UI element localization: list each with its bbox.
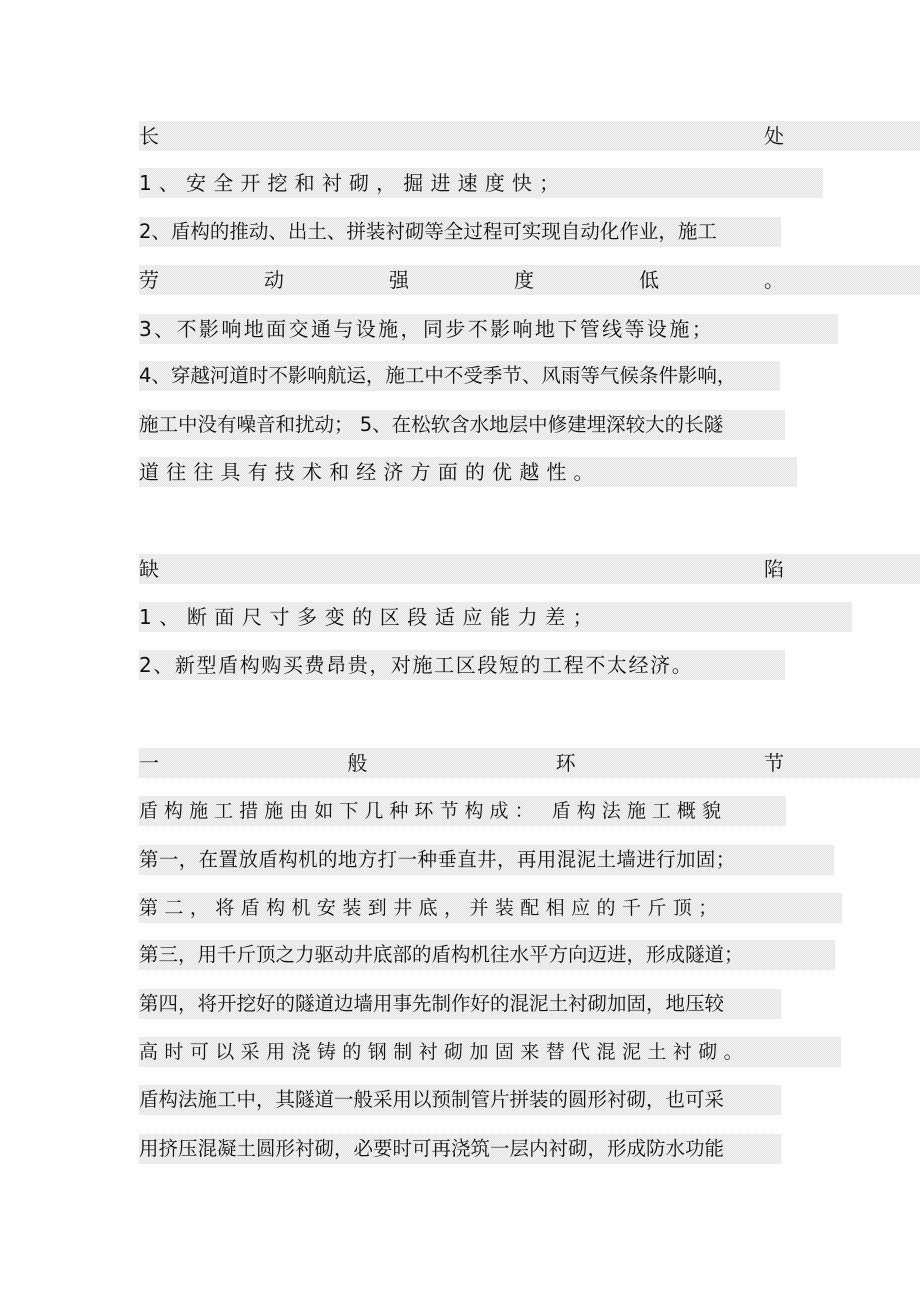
general-steps-heading bbox=[139, 748, 920, 778]
defect-item-2 bbox=[139, 650, 785, 680]
heading-char: 处 bbox=[764, 124, 784, 148]
advantage-item-3 bbox=[139, 314, 838, 344]
text-char: 低 bbox=[639, 268, 659, 292]
step-3 bbox=[139, 940, 835, 970]
paragraph-text: 高 时 可 以 采 用 浇 铸 的 钢 制 衬 砌 加 固 来 替 代 混 泥 土 衬 砌 。 bbox=[139, 1041, 743, 1063]
paragraph-text: 3、不影响地面交通与设施，同步不影响地下管线等设施； bbox=[139, 317, 715, 341]
heading-char: 陷 bbox=[764, 557, 784, 581]
paragraph-text: 施工中没有噪音和扰动； 5、在松软含水地层中修建埋深较大的长隧 bbox=[139, 413, 724, 436]
heading-text bbox=[139, 554, 784, 584]
paragraph-text: 第三，用千斤顶之力驱动井底部的盾构机往水平方向迈进，形成隧道； bbox=[139, 943, 744, 966]
paragraph-text: 道 往 往 具 有 技 术 和 经 济 方 面 的 优 越 性 。 bbox=[139, 460, 594, 484]
advantage-item-1 bbox=[139, 168, 823, 198]
heading-char: 节 bbox=[763, 751, 784, 775]
general-steps-intro bbox=[139, 796, 786, 826]
defects-heading bbox=[139, 554, 920, 584]
advantage-item-2-line-2 bbox=[139, 265, 920, 295]
text-char: 动 bbox=[264, 268, 284, 292]
advantages-heading bbox=[139, 121, 920, 151]
step-2 bbox=[139, 893, 842, 923]
advantage-item-5-line-2 bbox=[139, 457, 797, 487]
paragraph-text: 第一，在置放盾构机的地方打一种垂直井，再用混泥土墙进行加固； bbox=[139, 848, 736, 871]
paragraph-text: 盾 构 施 工 措 施 由 如 下 几 种 环 节 构 成 ： 盾 构 法 施 工 概 貌 bbox=[139, 800, 721, 822]
defect-item-1 bbox=[139, 602, 852, 632]
advantage-item-4-line-1 bbox=[139, 361, 780, 391]
paragraph-text: 第四，将开挖好的隧道边墙用事先制作好的混泥土衬砌加固，地压较 bbox=[139, 992, 725, 1015]
advantage-item-4-line-2 bbox=[139, 410, 785, 440]
paragraph-text: 盾构法施工中，其隧道一般采用以预制管片拼装的圆形衬砌，也可采 bbox=[139, 1088, 725, 1111]
paragraph-text bbox=[139, 265, 784, 295]
paragraph-text: 2、新型盾构购买费昂贵，对施工区段短的工程不太经济。 bbox=[139, 653, 694, 677]
paragraph-text: 4、穿越河道时不影响航运，施工中不受季节、风雨等气候条件影响， bbox=[139, 364, 737, 387]
heading-char: 缺 bbox=[139, 557, 159, 581]
text-char: 度 bbox=[514, 268, 534, 292]
paragraph-text: 1 、 断 面 尺 寸 多 变 的 区 段 适 应 能 力 差 ； bbox=[139, 605, 594, 629]
text-char: 劳 bbox=[139, 268, 159, 292]
paragraph-line-2 bbox=[139, 1134, 781, 1164]
paragraph-text: 2、盾构的推动、出土、拼装衬砌等全过程可实现自动化作业，施工 bbox=[139, 220, 717, 243]
step-1 bbox=[139, 845, 834, 875]
text-char: 。 bbox=[764, 268, 784, 292]
paragraph-text: 1 、 安 全 开 挖 和 衬 砌 ， 掘 进 速 度 快 ； bbox=[139, 171, 560, 195]
heading-text bbox=[139, 121, 784, 151]
step-4-line-1 bbox=[139, 989, 781, 1019]
step-4-line-2 bbox=[139, 1037, 841, 1067]
heading-char: 一 bbox=[139, 751, 159, 775]
advantage-item-2-line-1 bbox=[139, 217, 781, 247]
heading-char: 般 bbox=[347, 751, 368, 775]
heading-char: 环 bbox=[555, 751, 576, 775]
paragraph-line-1 bbox=[139, 1085, 781, 1115]
paragraph-text: 用挤压混凝土圆形衬砌，必要时可再浇筑一层内衬砌，形成防水功能 bbox=[139, 1137, 725, 1160]
heading-char: 长 bbox=[139, 124, 159, 148]
heading-text bbox=[139, 748, 784, 778]
paragraph-text: 第 二 ， 将 盾 构 机 安 装 到 井 底 ， 并 装 配 相 应 的 千 斤 顶 ； bbox=[139, 897, 718, 919]
text-char: 强 bbox=[389, 268, 409, 292]
